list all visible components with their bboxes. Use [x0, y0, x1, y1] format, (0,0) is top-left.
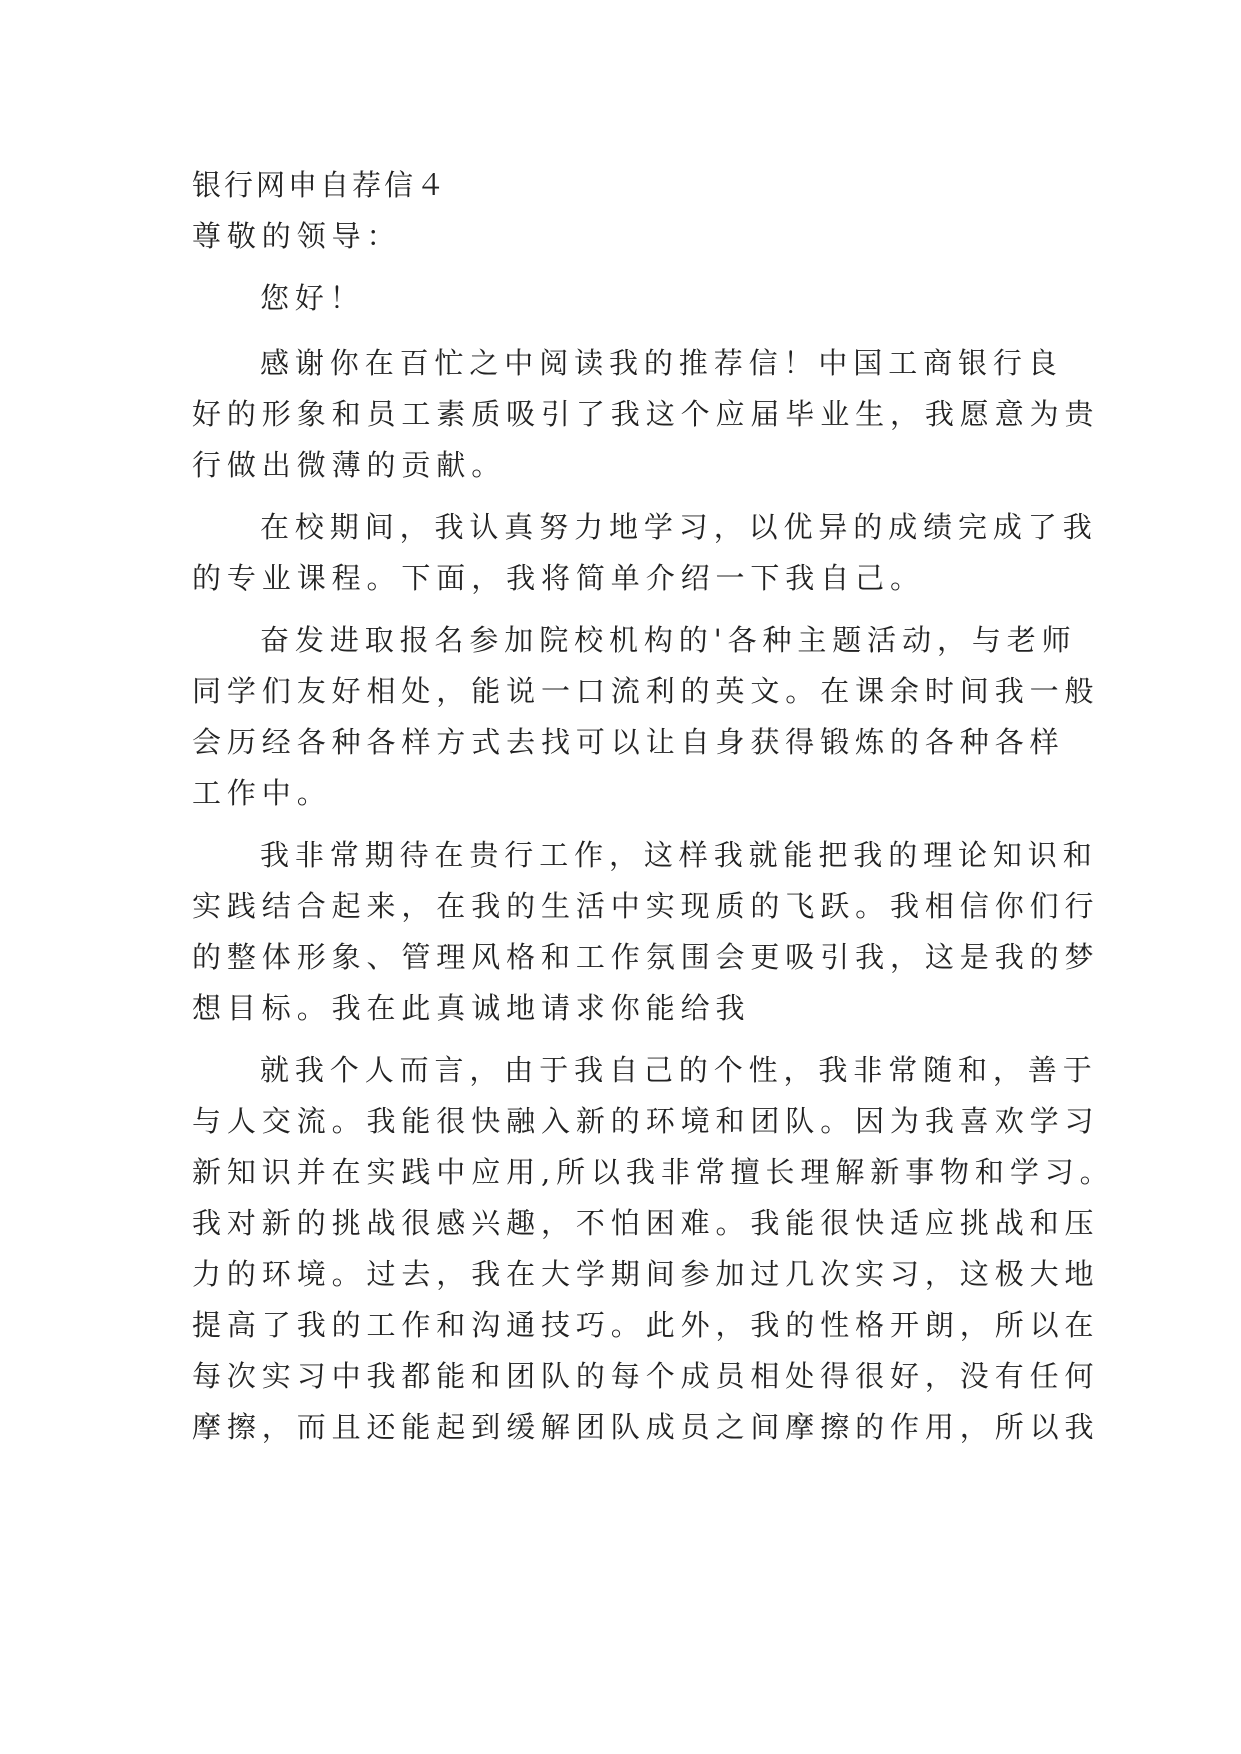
salutation: 尊敬的领导： [192, 219, 402, 253]
paragraph-line: 就我个人而言，由于我自己的个性，我非常随和，善于 [260, 1053, 1098, 1087]
paragraph-line: 同学们友好相处，能说一口流利的英文。在课余时间我一般 [192, 674, 1100, 708]
paragraph-line: 我非常期待在贵行工作，这样我就能把我的理论知识和 [260, 838, 1098, 872]
paragraph-line: 奋发进取报名参加院校机构的'各种主题活动，与老师 [260, 623, 1077, 657]
paragraph-line: 力的环境。过去，我在大学期间参加过几次实习，这极大地 [192, 1257, 1100, 1291]
paragraph-line: 我对新的挑战很感兴趣，不怕困难。我能很快适应挑战和压 [192, 1206, 1100, 1240]
paragraph-line: 好的形象和员工素质吸引了我这个应届毕业生，我愿意为贵 [192, 397, 1100, 431]
paragraph-line: 在校期间，我认真努力地学习，以优异的成绩完成了我 [260, 510, 1098, 544]
document-page [192, 160, 1115, 1453]
paragraph-1 [192, 338, 1100, 491]
paragraph-3 [192, 615, 1100, 819]
paragraph-5 [192, 1045, 1115, 1453]
paragraph-line: 会历经各种各样方式去找可以让自身获得锻炼的各种各样 [192, 725, 1065, 759]
paragraph-4 [192, 830, 1100, 1034]
paragraph-line: 实践结合起来，在我的生活中实现质的飞跃。我相信你们行 [192, 889, 1100, 923]
paragraph-line: 每次实习中我都能和团队的每个成员相处得很好，没有任何 [192, 1359, 1100, 1393]
paragraph-line: 想目标。我在此真诚地请求你能给我 [192, 991, 751, 1025]
document-title: 银行网申自荐信４ [192, 168, 449, 202]
paragraph-line: 的专业课程。下面，我将简单介绍一下我自己。 [192, 561, 925, 595]
paragraph-line: 与人交流。我能很快融入新的环境和团队。因为我喜欢学习 [192, 1104, 1100, 1138]
greeting: 您好！ [260, 281, 365, 315]
paragraph-line: 行做出微薄的贡献。 [192, 448, 507, 482]
paragraph-line: 摩擦，而且还能起到缓解团队成员之间摩擦的作用，所以我 [192, 1410, 1100, 1444]
paragraph-line: 新知识并在实践中应用,所以我非常擅长理解新事物和学习。 [192, 1155, 1115, 1189]
paragraph-line: 提高了我的工作和沟通技巧。此外，我的性格开朗，所以在 [192, 1308, 1100, 1342]
paragraph-line: 的整体形象、管理风格和工作氛围会更吸引我，这是我的梦 [192, 940, 1100, 974]
paragraph-2 [192, 502, 1098, 604]
paragraph-line: 工作中。 [192, 776, 332, 810]
paragraph-line: 感谢你在百忙之中阅读我的推荐信！中国工商银行良 [260, 346, 1063, 380]
